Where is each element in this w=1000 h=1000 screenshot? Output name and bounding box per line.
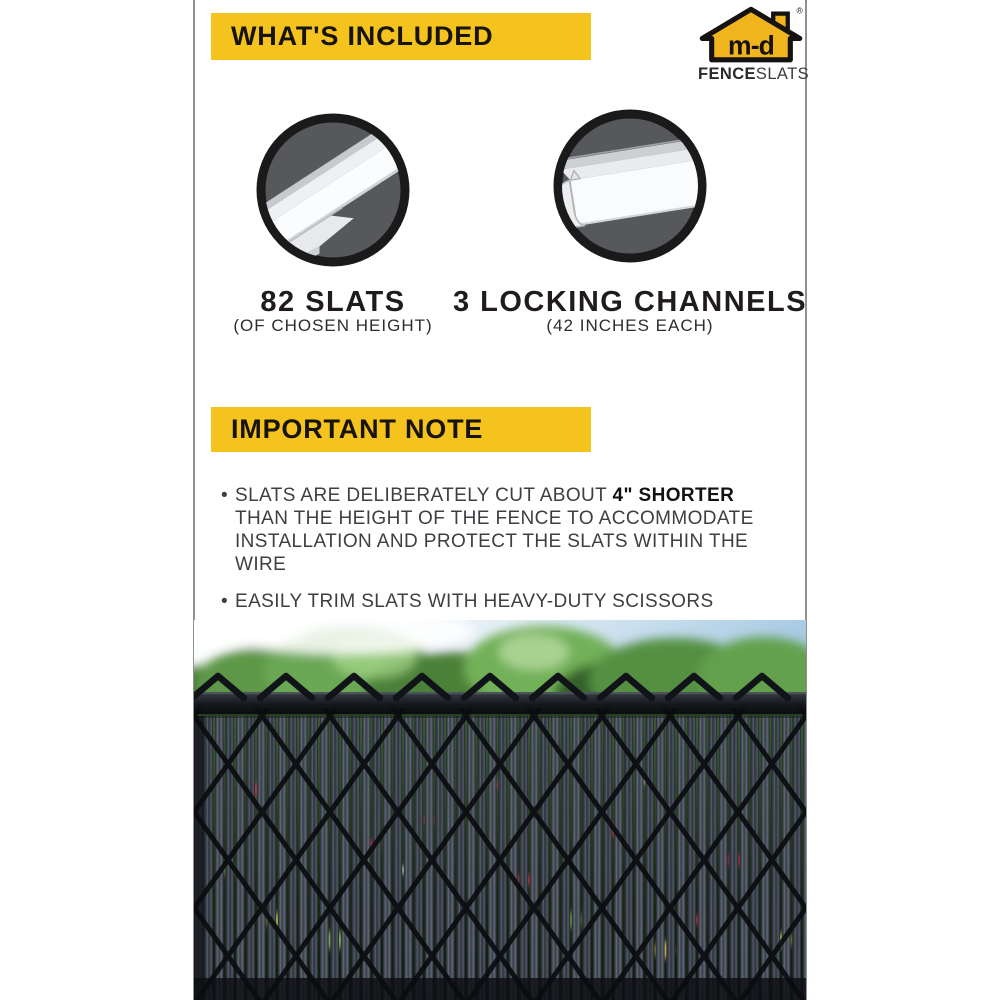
svg-text:m-d: m-d — [727, 30, 775, 61]
slats-item-circle — [253, 110, 413, 270]
fence-photo — [194, 620, 806, 1000]
locking-channel-profile-icon — [550, 106, 710, 266]
house-logo-icon — [698, 6, 804, 64]
important-note-label: IMPORTANT NOTE — [231, 414, 484, 444]
note-bullet-list — [221, 484, 773, 627]
registered-mark: ® — [796, 6, 803, 16]
whats-included-label: WHAT'S INCLUDED — [231, 21, 494, 51]
chain-link-wires — [194, 708, 806, 1000]
channels-subtitle: (42 INCHES EACH) — [546, 316, 714, 335]
bullet-2-text: EASILY TRIM SLATS WITH HEAVY-DUTY SCISSORS — [235, 591, 714, 612]
whats-included-banner — [211, 13, 591, 60]
note-bullet-2 — [221, 590, 773, 613]
note-bullet-1 — [221, 484, 773, 576]
channels-title: 3 LOCKING CHANNELS — [452, 286, 808, 318]
fence-photo-graphic — [194, 620, 806, 1000]
important-note-banner — [211, 407, 591, 452]
slats-subtitle: (OF CHOSEN HEIGHT) — [233, 316, 433, 335]
logo-fence-label: FENCE — [698, 65, 756, 83]
channels-item-circle — [550, 106, 710, 266]
logo-slats-label: SLATS — [755, 65, 809, 83]
bullet-dot: • — [221, 591, 229, 612]
bullet-1-bold: 4" SHORTER — [612, 485, 735, 506]
slats-title: 82 SLATS — [260, 286, 406, 318]
logo-wordmark — [698, 65, 809, 84]
bullet-1-text: SLATS ARE DELIBERATELY CUT ABOUT 4" SHORTER THAN THE HEIGHT OF THE FENCE TO ACCOMMODATE INSTALLATION AND PROTECT THE SLATS WITHIN THE WIRE — [235, 485, 754, 575]
fence-slat-profile-icon — [253, 110, 413, 270]
brand-logo — [698, 6, 809, 84]
bullet-dot: • — [221, 485, 229, 506]
